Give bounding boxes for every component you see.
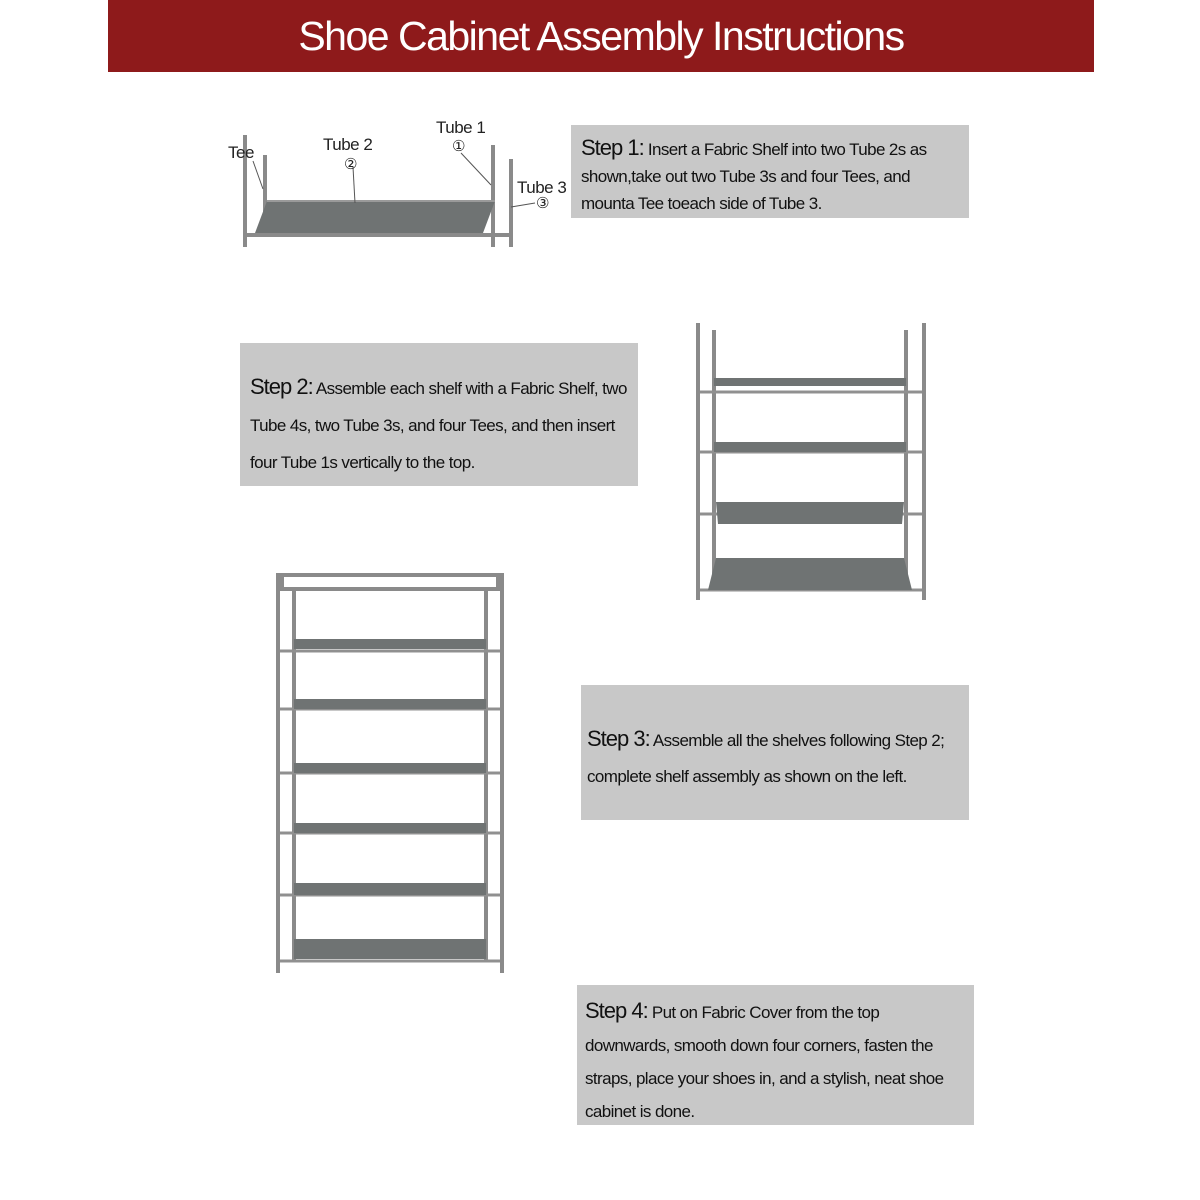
- step-2-text: Assemble each shelf with a Fabric Shelf, two Tube 4s, two Tube 3s, and four Tees, and then insert four Tube 1s vertically to the top.: [250, 379, 627, 472]
- title-banner: [108, 0, 1094, 72]
- step3-rack-illustration: [270, 565, 510, 980]
- step-2-label: Step 2:: [250, 374, 313, 399]
- label-tube-3: Tube 3: [517, 178, 567, 197]
- step-1-text: Insert a Fabric Shelf into two Tube 2s as shown,take out two Tube 3s and four Tees, and mounta Tee toeach side of Tube 3.: [581, 140, 927, 213]
- step-4-label: Step 4:: [585, 998, 648, 1023]
- marker-2: ②: [344, 156, 357, 173]
- step-1-box: [571, 125, 969, 218]
- marker-3: ③: [536, 195, 549, 212]
- step1-shelf-illustration: [225, 115, 565, 255]
- step-4-text: Put on Fabric Cover from the top downwards, smooth down four corners, fasten the straps, place your shoes in, and a stylish, neat shoe cabinet is done.: [585, 1003, 944, 1121]
- step-3-text: Assemble all the shelves following Step 2; complete shelf assembly as shown on the left.: [587, 731, 945, 786]
- page-title: Shoe Cabinet Assembly Instructions: [298, 12, 904, 59]
- label-tube-1: Tube 1: [436, 118, 486, 137]
- marker-1: ①: [452, 138, 465, 155]
- label-tube-2: Tube 2: [323, 135, 373, 154]
- step-1-label: Step 1:: [581, 135, 644, 160]
- step-4-box: [577, 985, 974, 1125]
- label-tee: Tee: [228, 143, 254, 162]
- step-2-box: [240, 343, 638, 486]
- step-3-box: [581, 685, 969, 820]
- step2-rack-illustration: [690, 318, 935, 606]
- step-3-label: Step 3:: [587, 726, 650, 751]
